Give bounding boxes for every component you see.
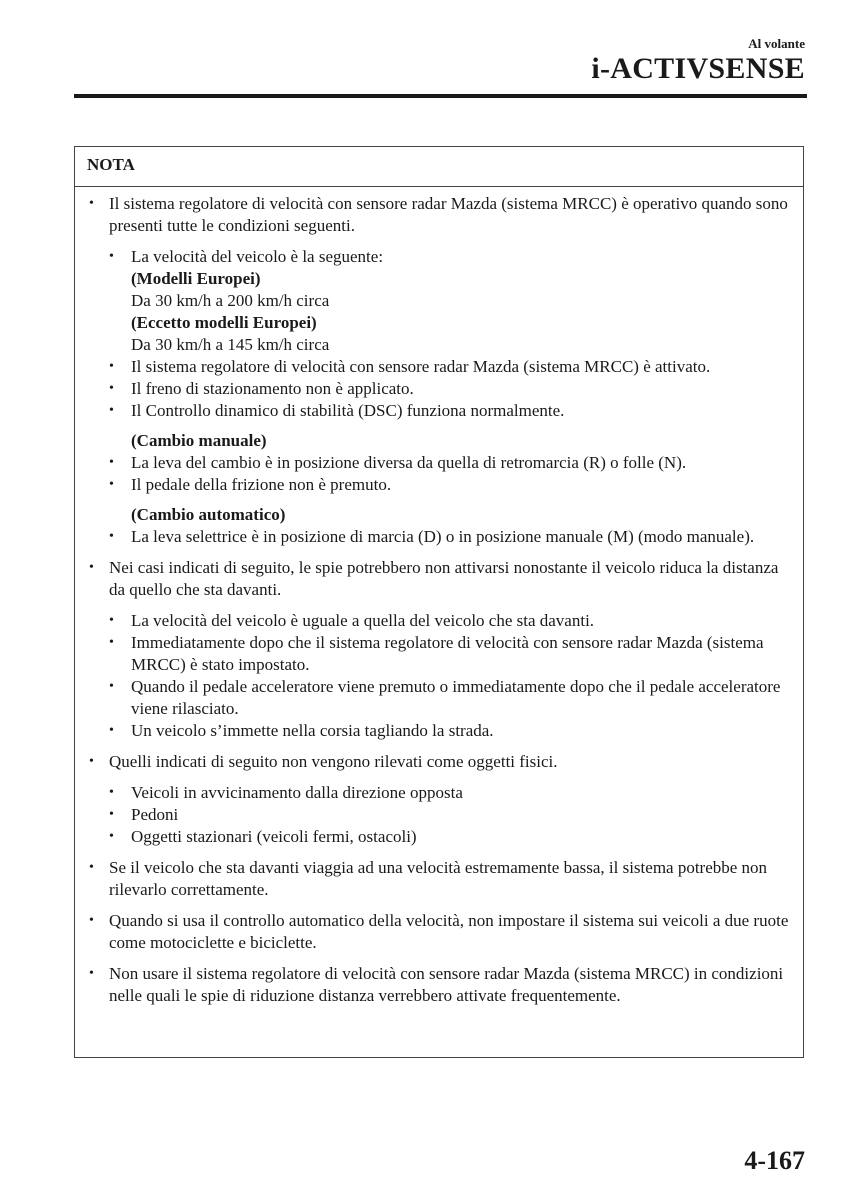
note-item-4: • Se il veicolo che sta davanti viaggia ad una velocità estremamente bassa, il sistema potrebbe non rilevarlo correttamente. — [109, 857, 793, 901]
note-item-text: • Quelli indicati di seguito non vengono rilevati come oggetti fisici. — [109, 752, 558, 771]
auto-label: (Cambio automatico) — [131, 505, 286, 524]
header-rule — [74, 94, 807, 98]
note-label: NOTA — [75, 147, 803, 187]
list-item: • Pedoni — [131, 804, 793, 826]
list-item: • Il freno di stazionamento non è applicato. — [131, 378, 793, 400]
list-item: • Il pedale della frizione non è premuto. — [131, 474, 793, 496]
manual-label: (Cambio manuale) — [131, 431, 267, 450]
sub-list — [131, 610, 793, 742]
list-item: • Immediatamente dopo che il sistema regolatore di velocità con sensore radar Mazda (sistema MRCC) è stato impostato. — [131, 632, 793, 676]
list-item: • Un veicolo s’immette nella corsia tagliando la strada. — [131, 720, 793, 742]
note-box — [74, 146, 804, 1058]
non-eu-range: Da 30 km/h a 145 km/h circa — [131, 335, 330, 354]
speed-intro: • La velocità del veicolo è la seguente: — [131, 247, 384, 266]
sub-list — [131, 782, 793, 848]
note-item-6: • Non usare il sistema regolatore di velocità con sensore radar Mazda (sistema MRCC) in condizioni nelle quali le spie di riduzione distanza verrebbero attivate frequentemente. — [109, 963, 793, 1007]
note-item-2 — [109, 557, 793, 742]
list-item: • Il sistema regolatore di velocità con sensore radar Mazda (sistema MRCC) è attivato. — [131, 356, 793, 378]
section-name: Al volante — [748, 36, 805, 51]
note-item-text: • Nei casi indicati di seguito, le spie potrebbero non attivarsi nonostante il veicolo riduca la distanza da quello che sta davanti. — [109, 558, 779, 599]
list-item — [131, 246, 793, 356]
list-item: • Veicoli in avvicinamento dalla direzione opposta — [131, 782, 793, 804]
note-content — [75, 187, 803, 1007]
note-item-text: • Il sistema regolatore di velocità con sensore radar Mazda (sistema MRCC) è operativo quando sono presenti tutte le condizioni seguenti. — [109, 194, 788, 235]
list-item: • La velocità del veicolo è uguale a quella del veicolo che sta davanti. — [131, 610, 793, 632]
conditions-list — [131, 246, 793, 548]
eu-range: Da 30 km/h a 200 km/h circa — [131, 291, 330, 310]
list-item: • Oggetti stazionari (veicoli fermi, ostacoli) — [131, 826, 793, 848]
list-item: • La leva del cambio è in posizione diversa da quella di retromarcia (R) o folle (N). — [131, 452, 793, 474]
list-item: • Quando il pedale acceleratore viene premuto o immediatamente dopo che il pedale acceleratore viene rilasciato. — [131, 676, 793, 720]
list-item: • Il Controllo dinamico di stabilità (DSC) funziona normalmente. — [131, 400, 793, 422]
eu-label: (Modelli Europei) — [131, 269, 261, 288]
note-item-3 — [109, 751, 793, 848]
page-number: 4-167 — [744, 1146, 805, 1175]
non-eu-label: (Eccetto modelli Europei) — [131, 313, 317, 332]
page-title: i-ACTIVSENSE — [591, 52, 805, 85]
list-item: • La leva selettrice è in posizione di marcia (D) o in posizione manuale (M) (modo manuale). — [131, 526, 793, 548]
note-item-1 — [109, 193, 793, 548]
note-item-5: • Quando si usa il controllo automatico della velocità, non impostare il sistema sui veicoli a due ruote come motociclette e biciclette. — [109, 910, 793, 954]
